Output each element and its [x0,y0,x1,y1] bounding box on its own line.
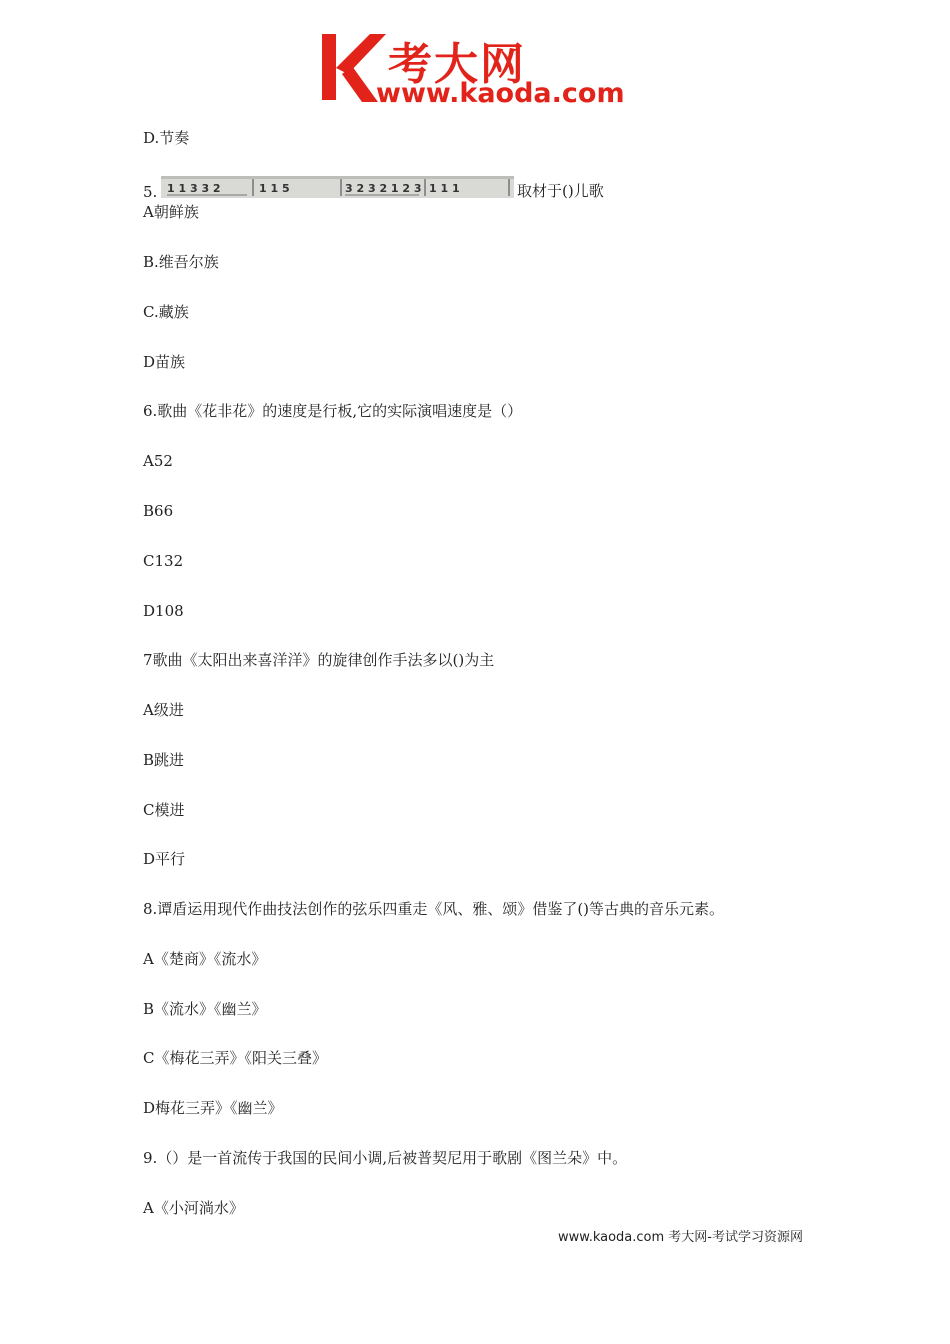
option-line: A级进 [143,701,184,719]
logo-name: 考大网 [388,39,526,90]
option-line: A朝鲜族 [143,203,199,221]
option-line: A52 [143,452,173,470]
question-8: 8.谭盾运用现代作曲技法创作的弦乐四重走《风、雅、颂》借鉴了()等古典的音乐元素。 [143,900,725,918]
score-measure-2: 1 1 5 [259,182,290,195]
option-line: D梅花三弄》《幽兰》 [143,1099,283,1117]
option-line: B《流水》《幽兰》 [143,1000,267,1018]
question-9: 9.（）是一首流传于我国的民间小调,后被普契尼用于歌剧《图兰朵》中。 [143,1149,628,1167]
score-measure-3: 3 2 3 2 1 2 3 [345,182,422,195]
option-line: C.藏族 [143,303,189,321]
option-line: A《楚商》《流水》 [143,950,267,968]
site-logo[interactable] [318,30,648,110]
question-6: 6.歌曲《花非花》的速度是行板,它的实际演唱速度是（） [143,402,523,420]
option-line: D108 [143,602,184,620]
option-line: C模进 [143,801,185,819]
option-line: B跳进 [143,751,185,769]
option-line: C132 [143,552,184,570]
option-line: D.节奏 [143,129,190,147]
option-line: B.维吾尔族 [143,253,219,271]
question-7: 7歌曲《太阳出来喜洋洋》的旋律创作手法多以()为主 [143,651,495,669]
question-number: 5. [143,183,158,201]
question-5-text: 取材于()儿歌 [517,182,604,200]
footer-text[interactable]: www.kaoda.com 考大网-考试学习资源网 [558,1230,803,1245]
score-measure-4: 1 1 1 [429,182,460,195]
logo-url: www.kaoda.com [376,78,625,109]
option-line: C《梅花三弄》《阳关三叠》 [143,1049,327,1067]
option-line: B66 [143,502,174,520]
option-line: A《小河淌水》 [143,1199,244,1217]
option-line: D苗族 [143,353,186,371]
option-line: D平行 [143,850,186,868]
score-measure-1: 1 1 3 3 2 [167,182,221,195]
music-score-image [161,176,514,198]
